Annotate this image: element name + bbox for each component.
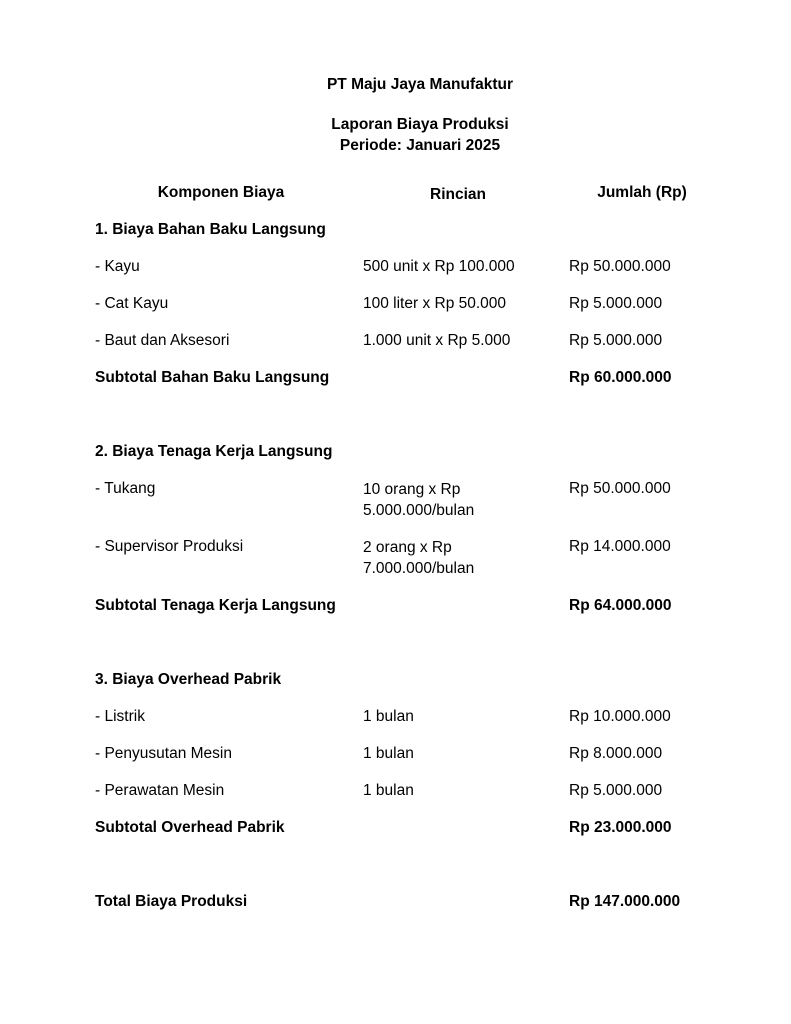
item-amount: Rp 50.000.000 [569, 480, 671, 497]
table-row [0, 480, 791, 530]
table-header-row [0, 184, 791, 224]
subtotal-label: Subtotal Bahan Baku Langsung [95, 369, 330, 386]
item-name: - Tukang [95, 480, 156, 497]
total-label: Total Biaya Produksi [95, 893, 248, 910]
item-name: - Listrik [95, 708, 145, 725]
table-row [0, 782, 791, 822]
item-detail: 1 bulan [363, 708, 414, 725]
report-period: Periode: Januari 2025 [339, 137, 501, 154]
item-detail: 500 unit x Rp 100.000 [363, 258, 515, 275]
item-amount: Rp 5.000.000 [569, 332, 663, 349]
subtotal-label: Subtotal Tenaga Kerja Langsung [95, 597, 336, 614]
item-amount: Rp 5.000.000 [569, 295, 663, 312]
item-amount: Rp 10.000.000 [569, 708, 671, 725]
column-header-component: Komponen Biaya [157, 184, 285, 201]
subtotal-row [0, 369, 791, 409]
item-detail [363, 479, 553, 521]
subtotal-row [0, 597, 791, 637]
item-amount: Rp 5.000.000 [569, 782, 663, 799]
table-row [0, 332, 791, 372]
item-detail-line: 5.000.000/bulan [363, 502, 475, 519]
section-heading: 3. Biaya Overhead Pabrik [95, 671, 282, 688]
item-name: - Baut dan Aksesori [95, 332, 230, 349]
item-detail: 100 liter x Rp 50.000 [363, 295, 507, 312]
section-heading: 1. Biaya Bahan Baku Langsung [95, 221, 326, 238]
subtotal-label: Subtotal Overhead Pabrik [95, 819, 285, 836]
table-row [0, 295, 791, 335]
item-amount: Rp 50.000.000 [569, 258, 671, 275]
section-heading: 2. Biaya Tenaga Kerja Langsung [95, 443, 333, 460]
table-row [0, 745, 791, 785]
item-amount: Rp 14.000.000 [569, 538, 671, 555]
item-name: - Penyusutan Mesin [95, 745, 232, 762]
item-detail: 1 bulan [363, 745, 414, 762]
item-name: - Perawatan Mesin [95, 782, 225, 799]
total-row [0, 893, 791, 933]
section-heading-row [0, 671, 791, 711]
table-row [0, 538, 791, 588]
item-detail: 1 bulan [363, 782, 414, 799]
subtotal-amount: Rp 60.000.000 [569, 369, 672, 386]
section-heading-row [0, 221, 791, 261]
subtotal-amount: Rp 23.000.000 [569, 819, 672, 836]
item-detail [363, 537, 553, 579]
column-header-detail: Rincian [430, 186, 486, 203]
total-amount: Rp 147.000.000 [569, 893, 681, 910]
table-row [0, 258, 791, 298]
item-name: - Supervisor Produksi [95, 538, 244, 555]
company-name: PT Maju Jaya Manufaktur [326, 76, 514, 93]
column-header-amount: Jumlah (Rp) [597, 184, 687, 201]
item-detail-line: 2 orang x Rp [363, 539, 452, 556]
subtotal-row [0, 819, 791, 859]
item-detail: 1.000 unit x Rp 5.000 [363, 332, 511, 349]
report-title: Laporan Biaya Produksi [331, 116, 509, 133]
item-amount: Rp 8.000.000 [569, 745, 663, 762]
item-name: - Cat Kayu [95, 295, 169, 312]
item-detail-line: 7.000.000/bulan [363, 560, 475, 577]
item-detail-line: 10 orang x Rp [363, 481, 461, 498]
item-name: - Kayu [95, 258, 140, 275]
table-row [0, 708, 791, 748]
subtotal-amount: Rp 64.000.000 [569, 597, 672, 614]
section-heading-row [0, 443, 791, 483]
